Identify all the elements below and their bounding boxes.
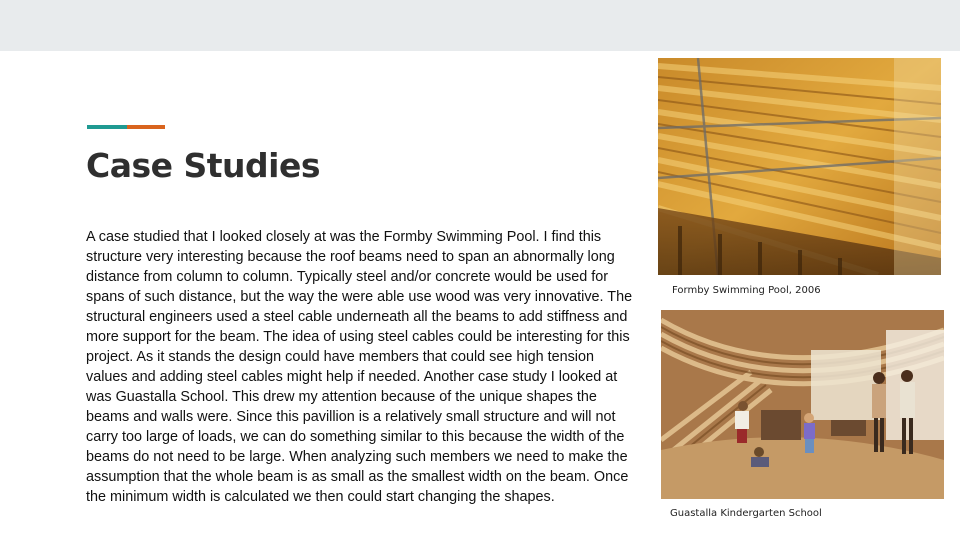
guastalla-school-photo [661,310,944,499]
accent-bar-orange [127,125,165,129]
case-study-paragraph: A case studied that I looked closely at was the Formby Swimming Pool. I find this structure very interesting because the roof beams need to span an abnormally long distance from column to column. Typically steel and/or concrete would be used for spans of such distance, but the way the were able use wood was very innovative. The structural engineers used a steel cable underneath all the beams to add stiffness and more support for the beam. The idea of using steel cables could be interesting for this project. As it stands the design could have members that could see high tension values and adding steel cables might help if needed. Another case study I looked at was Guastalla School. This drew my attention because of the unique shapes the beams and walls were. Since this pavillion is a relatively small structure and will not carry too large of loads, we can do something similar to this because the width of the beams do not need to be large. When analyzing such members we need to make the assumption that the whole beam is as small as the smallest width on the beam. Once the minimum width is calculated we then could start changing the shapes. [86,229,633,505]
guastalla-school-caption: Guastalla Kindergarten School [670,508,822,519]
top-band [0,0,960,51]
accent-bar-teal [87,125,127,129]
formby-pool-caption: Formby Swimming Pool, 2006 [672,285,821,296]
slide-title: Case Studies [86,146,320,185]
formby-pool-photo [658,58,941,275]
